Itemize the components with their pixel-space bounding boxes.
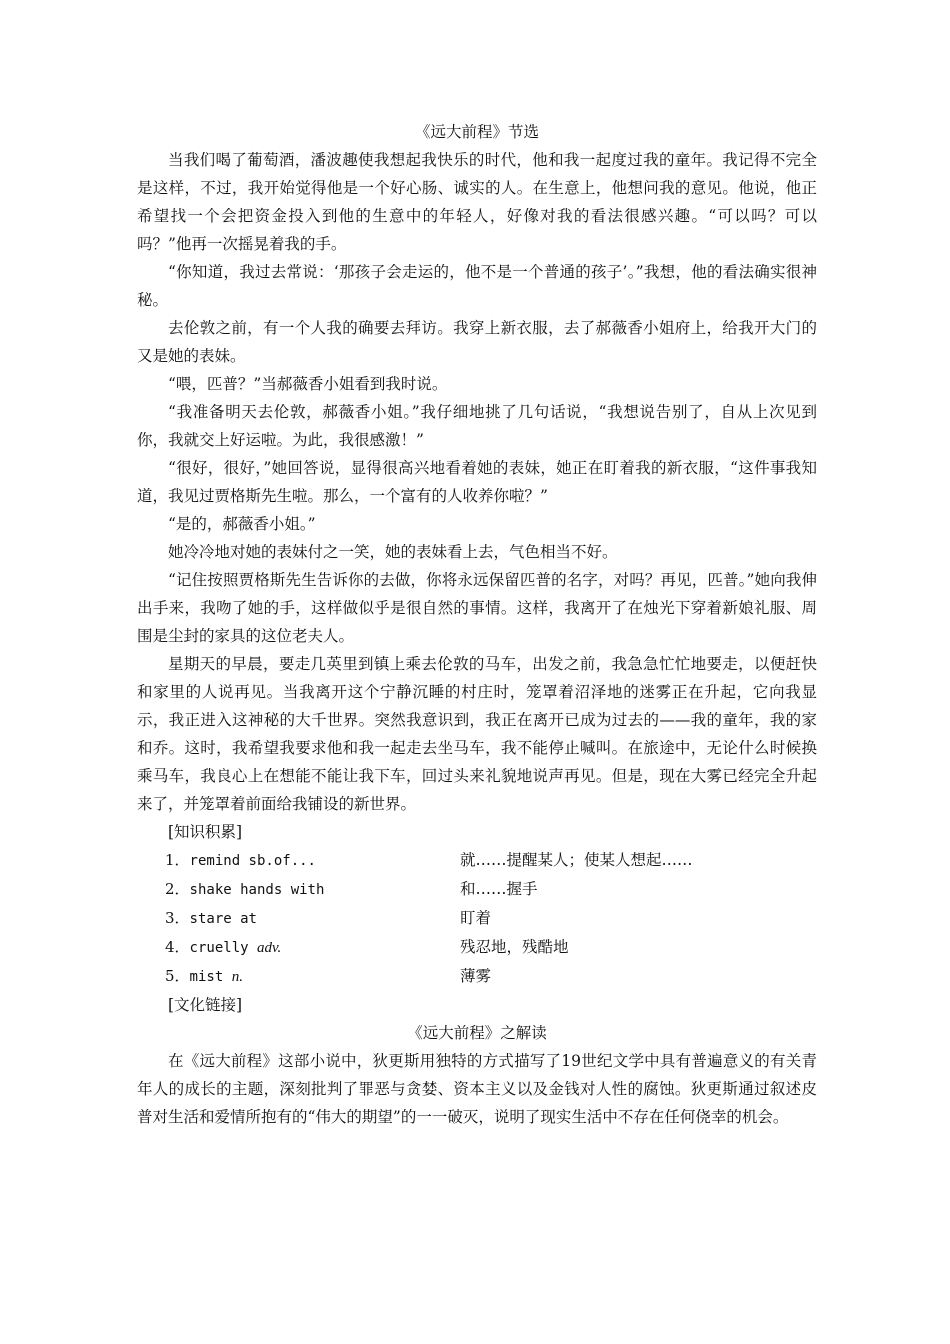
vocab-meaning: 残忍地，残酷地: [460, 938, 569, 956]
culture-heading: [文化链接]: [168, 996, 243, 1014]
paragraph-9: “记住按照贾格斯先生告诉你的去做，你将永远保留匹普的名字，对吗？再见，匹普。”她向我伸出手来，我吻了她的手，这样做似乎是很自然的事情。这样，我离开了在烛光下穿着新娘礼服、周围是尘封的家具的这位老夫人。: [137, 571, 817, 645]
paragraph-3: 去伦敦之前，有一个人我的确要去拜访。我穿上新衣服，去了郝薇香小姐府上，给我开大门的又是她的表妹。: [137, 319, 817, 365]
vocab-item: [137, 846, 817, 875]
paragraph-1: 当我们喝了葡萄酒，潘波趣使我想起我快乐的时代，他和我一起度过我的童年。我记得不完全是这样，不过，我开始觉得他是一个好心肠、诚实的人。在生意上，他想问我的意见。他说，他正希望找一个会把资金投入到他的生意中的年轻人，好像对我的看法很感兴趣。“可以吗？可以吗？”他再一次摇晃着我的手。: [137, 151, 817, 253]
vocab-meaning: 和……握手: [460, 880, 538, 898]
vocab-term: [137, 875, 460, 904]
culture-paragraph: 在《远大前程》这部小说中，狄更斯用独特的方式描写了19世纪文学中具有普遍意义的有关青年人的成长的主题，深刻批判了罪恶与贪婪、资本主义以及金钱对人性的腐蚀。狄更斯通过叙述皮普对生活和爱情所抱有的“伟大的期望”的一一破灭，说明了现实生活中不存在任何侥幸的机会。: [137, 1052, 817, 1126]
vocab-number: 2．: [165, 880, 190, 898]
vocab-item: [137, 875, 817, 904]
vocab-meaning: 就……提醒某人；使某人想起……: [460, 851, 693, 869]
paragraph-4: “喂，匹普？”当郝薇香小姐看到我时说。: [168, 375, 448, 393]
vocab-phrase: mist: [189, 969, 232, 985]
paragraph-7: “是的，郝薇香小姐。”: [168, 515, 316, 533]
vocab-meaning: 盯着: [460, 909, 492, 927]
vocab-pos: n.: [231, 969, 243, 985]
vocab-phrase: remind sb.of...: [189, 853, 316, 869]
vocab-number: 4．: [165, 938, 190, 956]
vocab-term: [137, 846, 460, 875]
vocab-pos: adv.: [256, 940, 282, 956]
vocab-item: [137, 962, 817, 991]
vocab-meaning: 薄雾: [460, 967, 492, 985]
paragraph-2: “你知道，我过去常说：‘那孩子会走运的，他不是一个普通的孩子’。”我想，他的看法确实很神秘。: [137, 263, 817, 309]
document-page: [137, 118, 817, 1131]
vocab-item: [137, 933, 817, 962]
vocab-number: 5．: [165, 967, 190, 985]
excerpt-title: 《远大前程》节选: [414, 123, 539, 141]
vocab-number: 1．: [165, 851, 190, 869]
vocab-term: [137, 904, 460, 933]
paragraph-5: “我准备明天去伦敦，郝薇香小姐。”我仔细地挑了几句话说，“我想说告别了，自从上次见到你，我就交上好运啦。为此，我很感激！”: [137, 403, 817, 449]
vocab-phrase: cruelly: [189, 940, 257, 956]
vocab-phrase: stare at: [189, 911, 257, 927]
vocab-number: 3．: [165, 909, 190, 927]
culture-title: 《远大前程》之解读: [407, 1024, 547, 1042]
vocab-term: [137, 962, 460, 991]
vocab-item: [137, 904, 817, 933]
paragraph-6: “很好，很好，”她回答说，显得很高兴地看着她的表妹，她正在盯着我的新衣服，“这件事我知道，我见过贾格斯先生啦。那么，一个富有的人收养你啦？”: [137, 459, 817, 505]
paragraph-8: 她冷冷地对她的表妹付之一笑，她的表妹看上去，气色相当不好。: [168, 543, 618, 561]
vocab-phrase: shake hands with: [189, 882, 325, 898]
paragraph-10: 星期天的早晨，要走几英里到镇上乘去伦敦的马车，出发之前，我急急忙忙地要走，以便赶快和家里的人说再见。当我离开这个宁静沉睡的村庄时，笼罩着沼泽地的迷雾正在升起，它向我显示，我正进入这神秘的大千世界。突然我意识到，我正在离开已成为过去的——我的童年，我的家和乔。这时，我希望我要求他和我一起走去坐马车，我不能停止喊叫。在旅途中，无论什么时候换乘马车，我良心上在想能不能让我下车，回过头来礼貌地说声再见。但是，现在大雾已经完全升起来了，并笼罩着前面给我铺设的新世界。: [137, 655, 817, 813]
vocab-term: [137, 933, 460, 962]
knowledge-heading: [知识积累]: [168, 823, 243, 841]
